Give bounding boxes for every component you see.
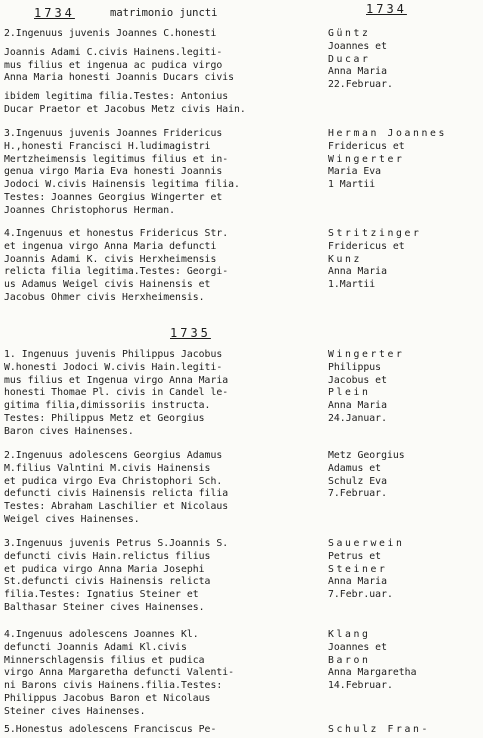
text-line: M.filius Valntini M.civis Hainensis <box>4 462 211 474</box>
text-line: H.,honesti Francisci H.ludimagistri <box>4 140 211 152</box>
entry-1735-5-names <box>328 724 482 737</box>
surname: Stritzinger <box>328 228 422 239</box>
text-line: W.honesti Jodoci W.civis Hain.legiti- <box>4 361 223 373</box>
entry-1734-2-text <box>4 28 322 117</box>
text-line: Baron cives Hainenses. <box>4 425 134 437</box>
text-line: 2.Ingenuus adolescens Georgius Adamus <box>4 450 223 461</box>
marriage-date: 7.Februar. <box>328 488 387 500</box>
surname: Baron <box>328 654 371 666</box>
text-line: et pudica virgo Anna Maria Josephi <box>4 563 205 575</box>
given-names: Petrus et <box>328 550 382 562</box>
text-line: 1. Ingenuus juvenis Philippus Jacobus <box>4 349 223 360</box>
text-line: St.defuncti civis Hainensis relicta <box>4 576 211 588</box>
text-line: ni Barons civis Hainens.filia.Testes: <box>4 680 223 692</box>
given-names: Anna Maria <box>328 400 387 412</box>
text-line: 4.Ingenuus adolescens Joannes Kl. <box>4 629 199 640</box>
text-line: 5.Honestus adolescens Franciscus Pe- <box>4 724 217 735</box>
given-names: Anna Maria <box>328 66 387 78</box>
entry-1735-5-text <box>4 724 322 737</box>
entry-1735-4-text <box>4 629 322 719</box>
given-names: Joannes et <box>328 641 387 653</box>
text-line: us Adamus Weigel civis Hainensis et <box>4 279 211 291</box>
marriage-date: 1 Martii <box>328 179 376 191</box>
marriage-date: 22.Februar. <box>328 79 393 91</box>
given-names: Anna Maria <box>328 576 387 588</box>
given-names: Joannes et <box>328 40 387 52</box>
text-line: mus filius et ingenua ac pudica virgo <box>4 59 223 71</box>
text-line: gitima filia,dimissoriis instructa. <box>4 400 211 412</box>
entry-1735-4-names <box>328 629 482 693</box>
marriage-date: 1.Martii <box>328 279 376 291</box>
text-line: Balthasar Steiner cives Hainenses. <box>4 601 205 613</box>
text-line: Mertzheimensis legitimus filius et in- <box>4 153 229 165</box>
entry-1734-2-names <box>328 28 482 92</box>
header-year-left: 1734 <box>34 6 75 20</box>
surname: Herman Joannes <box>328 128 447 139</box>
given-names: Adamus et <box>328 462 382 474</box>
given-names: Anna Margaretha <box>328 667 417 679</box>
surname: Schulz Eva <box>328 475 387 487</box>
text-line: Weigel cives Hainenses. <box>4 513 140 525</box>
text-line: 3.Ingenuus juvenis Joannes Fridericus <box>4 128 223 139</box>
surname: Klang <box>328 629 371 640</box>
text-line: Testes: Joannes Georgius Wingerter et <box>4 191 223 203</box>
entry-1735-1-names <box>328 349 482 426</box>
text-line: Anna Maria honesti Joannis Ducars civis <box>4 72 235 84</box>
given-names: Fridericus et <box>328 240 405 252</box>
text-line: 3.Ingenuus juvenis Petrus S.Joannis S. <box>4 538 229 549</box>
entry-1734-4-text <box>4 228 322 305</box>
text-line: defuncti Joannis Adami Kl.civis <box>4 641 187 653</box>
text-line: mus filius et Ingenua virgo Anna Maria <box>4 374 229 386</box>
header-year-right: 1734 <box>366 2 407 16</box>
entry-1734-4-names <box>328 228 482 292</box>
entry-1734-3-names <box>328 128 482 192</box>
surname: Sauerwein <box>328 538 405 549</box>
text-line: Joannis Adami C.civis Hainens.legiti- <box>4 46 223 58</box>
given-names: Anna Maria <box>328 266 387 278</box>
text-line: honesti Thomae Pl. civis in Candel le- <box>4 387 229 399</box>
text-line: 2.Ingenuus juvenis Joannes C.honesti <box>4 28 217 39</box>
entry-1735-2-names <box>328 450 482 501</box>
given-names: Philippus <box>328 361 382 373</box>
text-line: Philippus Jacobus Baron et Nicolaus <box>4 692 211 704</box>
surname: Wingerter <box>328 349 405 360</box>
given-names: Jacobus et <box>328 374 387 386</box>
text-line: 4.Ingenuus et honestus Fridericus Str. <box>4 228 229 239</box>
header-label: matrimonio juncti <box>110 7 218 19</box>
entry-1734-3-text <box>4 128 322 218</box>
text-line: defuncti civis Hain.relictus filius <box>4 550 211 562</box>
text-line: defuncti civis Hainensis relicta filia <box>4 488 229 500</box>
text-line: Joannes Christophorus Herman. <box>4 204 176 216</box>
text-line: Steiner cives Hainenses. <box>4 705 146 717</box>
text-line: relicta filia legitima.Testes: Georgi- <box>4 266 229 278</box>
surname: Plein <box>328 387 371 399</box>
text-line: Minnerschlagensis filius et pudica <box>4 654 205 666</box>
text-line: Ducar Praetor et Jacobus Metz civis Hain. <box>4 103 246 115</box>
text-line: Jodoci W.civis Hainensis legitima filia. <box>4 179 240 191</box>
text-line: et ingenua virgo Anna Maria defuncti <box>4 240 217 252</box>
entry-1735-3-text <box>4 538 322 615</box>
given-names: Fridericus et <box>328 140 405 152</box>
marriage-date: 7.Febr.uar. <box>328 589 393 601</box>
surname: Metz Georgius <box>328 450 405 461</box>
surname: Ducar <box>328 53 371 65</box>
entry-1735-2-text <box>4 450 322 527</box>
text-line: et pudica virgo Eva Christophori Sch. <box>4 475 223 487</box>
surname: Schulz Fran- <box>328 724 430 735</box>
given-names: Maria Eva <box>328 166 382 178</box>
text-line: Joannis Adami K. civis Herxheimensis <box>4 253 217 265</box>
section-year-1735: 1735 <box>170 326 211 340</box>
marriage-date: 14.Februar. <box>328 680 393 692</box>
text-line: ibidem legitima filia.Testes: Antonius <box>4 91 229 103</box>
surname: Kunz <box>328 253 362 265</box>
text-line: genua virgo Maria Eva honesti Joannis <box>4 166 223 178</box>
text-line: filia.Testes: Ignatius Steiner et <box>4 589 199 601</box>
text-line: Jacobus Ohmer civis Herxheimensis. <box>4 291 205 303</box>
entry-1735-3-names <box>328 538 482 602</box>
surname: Steiner <box>328 563 388 575</box>
text-line: virgo Anna Margaretha defuncti Valenti- <box>4 667 235 679</box>
text-line: Testes: Philippus Metz et Georgius <box>4 412 205 424</box>
text-line: Testes: Abraham Laschilier et Nicolaus <box>4 501 229 513</box>
surname: Wingerter <box>328 153 405 165</box>
marriage-date: 24.Januar. <box>328 412 387 424</box>
surname: Güntz <box>328 28 371 39</box>
entry-1735-1-text <box>4 349 322 439</box>
